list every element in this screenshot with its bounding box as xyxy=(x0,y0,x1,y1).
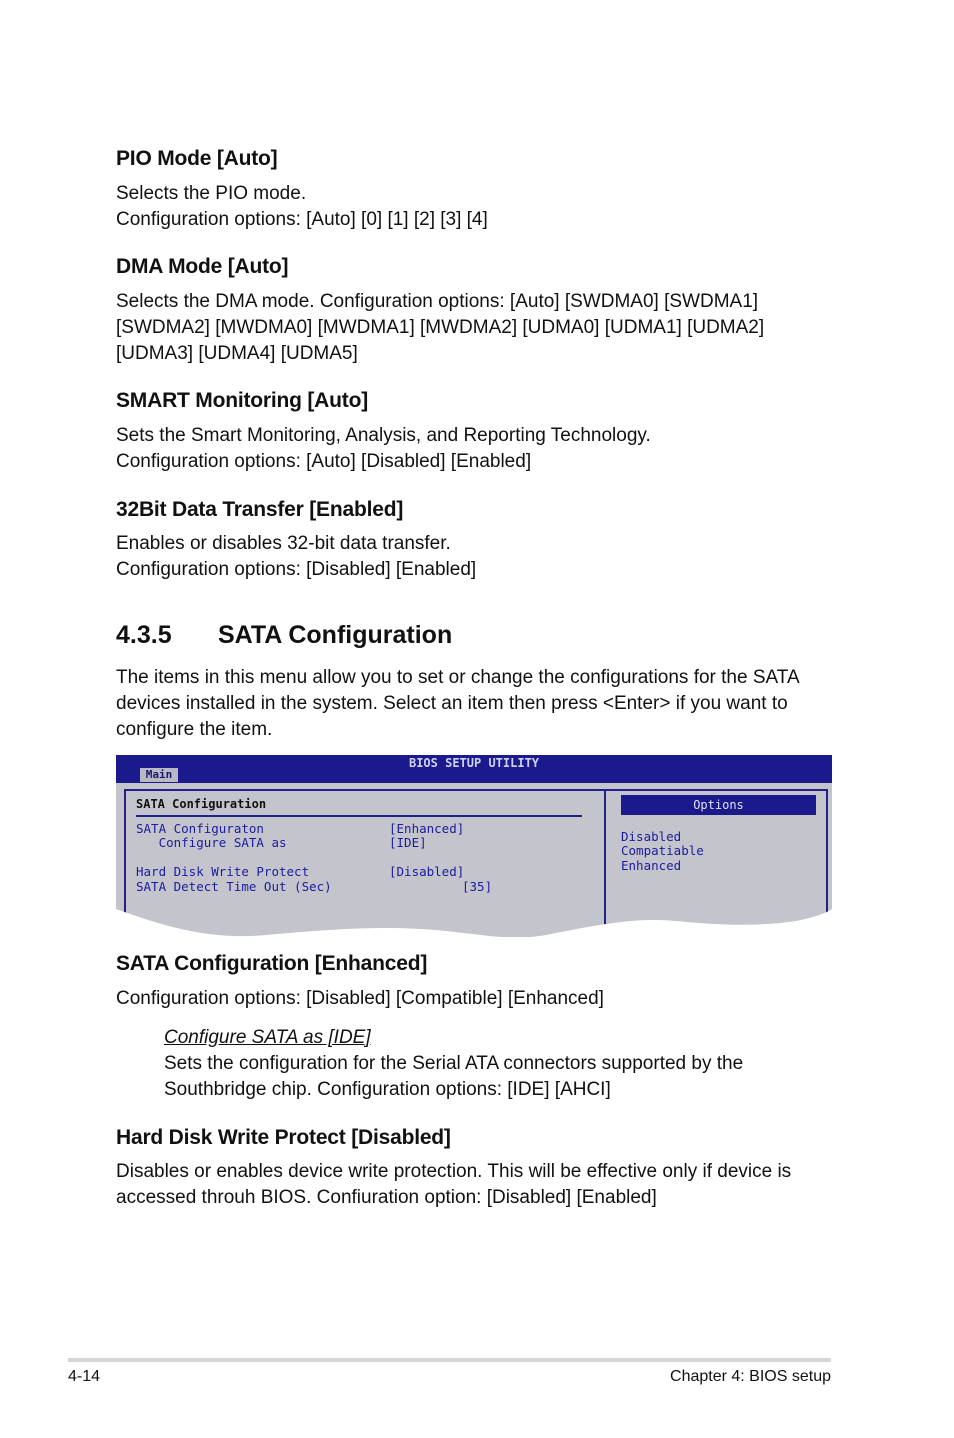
32bit-transfer-heading: 32Bit Data Transfer [Enabled] xyxy=(116,498,404,521)
pio-mode-heading: PIO Mode [Auto] xyxy=(116,147,278,170)
bios-item-sata-configuration[interactable]: SATA Configuraton xyxy=(136,821,264,836)
bios-option-disabled[interactable]: Disabled xyxy=(621,829,682,844)
section-number: 4.3.5 xyxy=(116,621,172,649)
footer-rule xyxy=(68,1358,831,1362)
bios-panel-divider xyxy=(136,815,582,817)
smart-monitoring-description: Sets the Smart Monitoring, Analysis, and Reporting Technology. Configuration options: [Auto] [Disabled] [Enabled] xyxy=(116,425,651,472)
bios-title-bar xyxy=(116,755,832,783)
hdwp-description: Disables or enables device write protection. This will be effective only if device is accessed throuh BIOS. Confiuration option: [Disabled] [Enabled] xyxy=(116,1161,792,1208)
bios-option-compatiable[interactable]: Compatiable xyxy=(621,843,704,858)
dma-mode-heading: DMA Mode [Auto] xyxy=(116,255,289,278)
bios-screenshot xyxy=(116,755,832,937)
section-title-text: SATA Configuration xyxy=(218,621,453,649)
bios-value-sata-configuration[interactable]: [Enhanced] xyxy=(389,821,465,836)
pio-mode-description: Selects the PIO mode. Configuration options: [Auto] [0] [1] [2] [3] [4] xyxy=(116,183,488,230)
configure-sata-as-block: Configure SATA as [IDE] Sets the configuration for the Serial ATA connectors supported by the Southbridge chip. Configuration options: [IDE] [AHCI] xyxy=(164,1027,744,1100)
section-title xyxy=(116,621,452,650)
configure-sata-as-heading: Configure SATA as [IDE] xyxy=(164,1027,371,1048)
bios-option-enhanced[interactable]: Enhanced xyxy=(621,858,682,873)
32bit-transfer-description: Enables or disables 32-bit data transfer. Configuration options: [Disabled] [Enabled] xyxy=(116,533,477,580)
smart-monitoring-heading: SMART Monitoring [Auto] xyxy=(116,389,368,412)
dma-mode-description: Selects the DMA mode. Configuration options: [Auto] [SWDMA0] [SWDMA1] [SWDMA2] [MWDMA0] [MWDMA1] [MWDMA2] [UDMA0] [UDMA1] [UDMA2] [UDMA3] [UDMA4] [UDMA5] xyxy=(116,291,765,364)
sata-config-heading: SATA Configuration [Enhanced] xyxy=(116,952,428,975)
bios-tab-main[interactable]: Main xyxy=(140,768,178,782)
bios-title: BIOS SETUP UTILITY xyxy=(408,756,540,770)
bios-options-header: Options xyxy=(621,795,816,815)
bios-item-sata-detect-time-out[interactable]: SATA Detect Time Out (Sec) xyxy=(136,879,332,894)
bios-value-hard-disk-write-protect[interactable]: [Disabled] xyxy=(389,864,465,879)
bios-value-sata-detect-time-out[interactable]: [35] xyxy=(462,879,493,894)
bios-item-configure-sata-as[interactable]: Configure SATA as xyxy=(136,835,287,850)
footer-chapter: Chapter 4: BIOS setup xyxy=(670,1368,831,1385)
bios-value-configure-sata-as[interactable]: [IDE] xyxy=(389,835,427,850)
hdwp-heading: Hard Disk Write Protect [Disabled] xyxy=(116,1126,451,1149)
section-intro: The items in this menu allow you to set or change the configurations for the SATA devices installed in the system. Select an item then press <Enter> if you want to configure the item. xyxy=(116,667,800,740)
bios-panel-title: SATA Configuration xyxy=(136,797,267,811)
bios-item-hard-disk-write-protect[interactable]: Hard Disk Write Protect xyxy=(136,864,310,879)
sata-config-description: Configuration options: [Disabled] [Compatible] [Enhanced] xyxy=(116,988,604,1009)
torn-edge xyxy=(116,905,832,945)
footer-page-number: 4-14 xyxy=(68,1368,101,1385)
